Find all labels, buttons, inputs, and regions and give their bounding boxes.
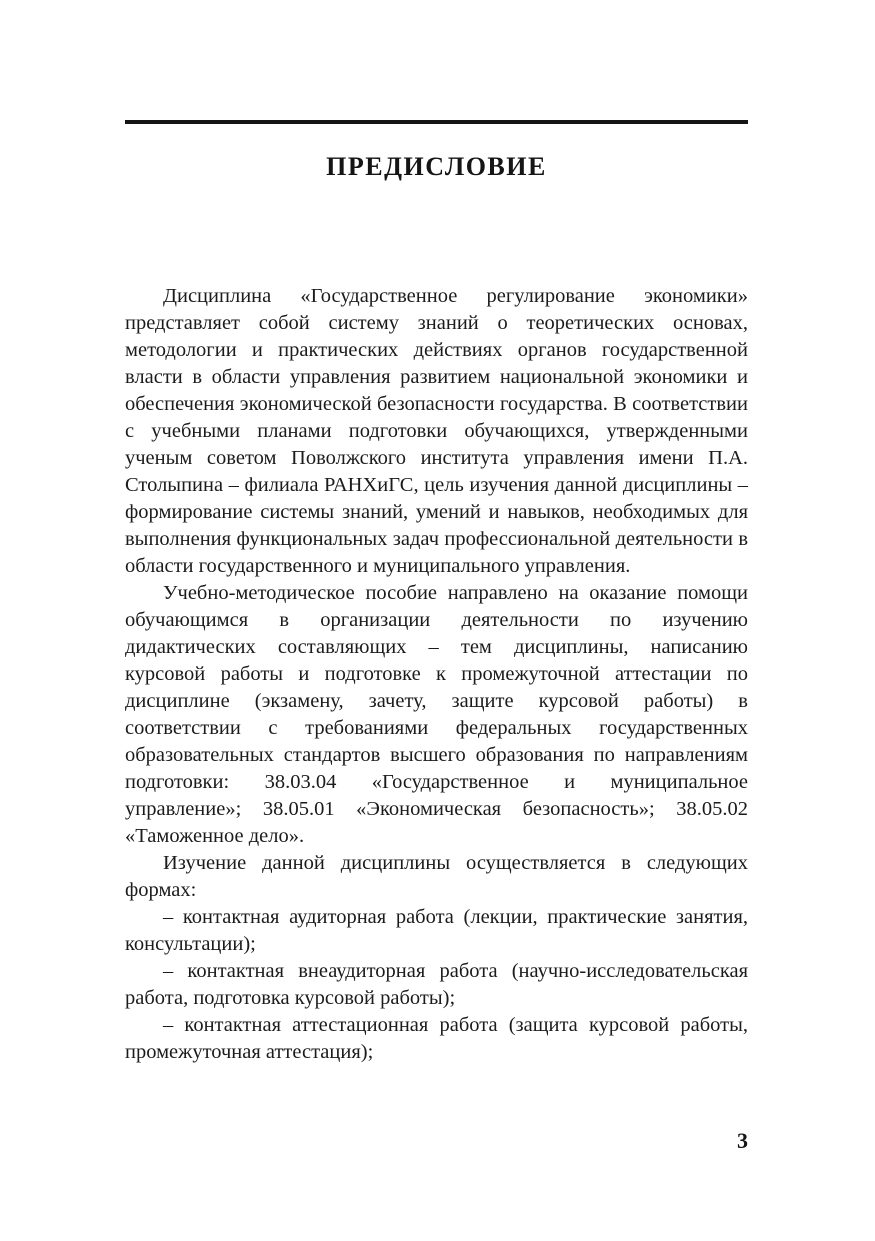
header-rule (125, 120, 748, 124)
page-number: 3 (737, 1128, 748, 1153)
body-text (125, 283, 748, 1066)
page-title: ПРЕДИСЛОВИЕ (326, 152, 547, 181)
paragraph-methodical-aid: Учебно-методическое пособие направлено на оказание помощи обучающимся в организации деятельности по изучению дидактических составляющих – тем дисциплины, написанию курсовой работы и подготовке к промежуточной аттестации по дисциплине (экзамену, зачету, защите курсовой работы) в соответствии с требованиями федеральных государственных образовательных стандартов высшего образования по направлениям подготовки: 38.03.04 «Государственное и муниципальное управление»; 38.05.01 «Экономическая безопасность»; 38.05.02 «Таможенное дело». (125, 582, 748, 847)
list-item-extracurricular-work: – контактная внеаудиторная работа (научно-исследовательская работа, подготовка курсовой работы); (125, 960, 748, 1009)
list-item-attestation-work: – контактная аттестационная работа (защита курсовой работы, промежуточная аттестация); (125, 1014, 748, 1063)
paragraph-discipline-intro: Дисциплина «Государственное регулирование экономики» представляет собой систему знаний о теоретических основах, методологии и практических действиях органов государственной власти в области управления развитием национальной экономики и обеспечения экономической безопасности государства. В соответствии с учебными планами подготовки обучающихся, утвержденными ученым советом Поволжского института управления имени П.А. Столыпина – филиала РАНХиГС, цель изучения данной дисциплины – формирование системы знаний, умений и навыков, необходимых для выполнения функциональных задач профессиональной деятельности в области государственного и муниципального управления. (125, 285, 748, 577)
paragraph-study-forms-intro: Изучение данной дисциплины осуществляется в следующих формах: (125, 852, 748, 901)
list-item-auditory-work: – контактная аудиторная работа (лекции, практические занятия, консультации); (125, 906, 748, 955)
